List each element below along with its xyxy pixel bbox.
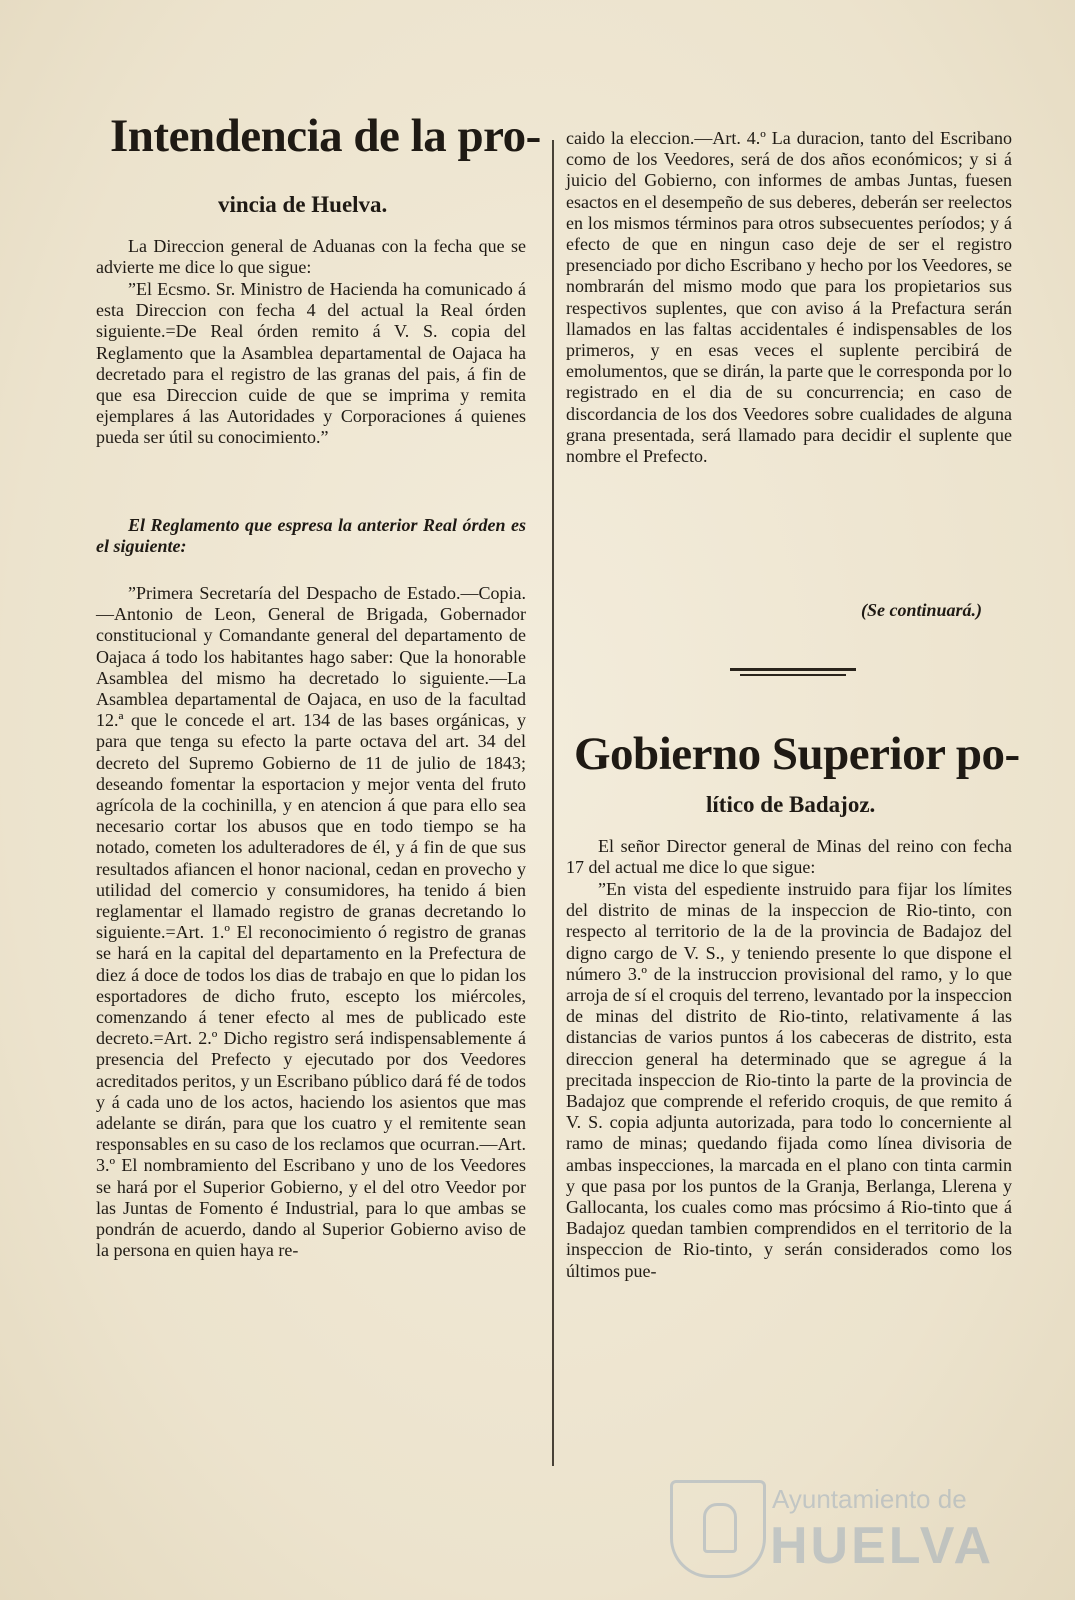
paragraph-reglamento: ”Primera Secretaría del Despacho de Estado.—Copia.—Antonio de Leon, General de Brigada, Gobernador constitucional y Comandante general del departamento de Oajaca á todo los habitantes hago saber: Que la honorable Asamblea del mismo ha decretado lo siguiente.—La Asamblea departamental de Oajaca, en uso de la facultad 12.ª que le concede el art. 134 de las bases orgánicas, y para que tenga su efecto la parte octava del art. 34 del decreto del Supremo Gobierno de 11 de julio de 1843; deseando fomentar la esportacion y mejor venta del fruto agrícola de la cochinilla, y en atencion á que para ello sea necesario cortar los abusos que en todo tiempo se ha notado, cometen los adulteradores de él, y á fin de que sus resultados afiancen el honor nacional, cedan en provecho y utilidad del comercio y consumidores, ha tenido á bien reglamentar el llamado registro de granas decretando lo siguiente.=Art. 1.º El reconocimiento ó registro de granas se hará en la capital del departamento en la Prefectura de diez á doce de todos los dias de trabajo en que lo pidan los esportadores de dicho fruto, escepto los miércoles, comenzando á tener efecto al mes de publicado este decreto.=Art. 2.º Dicho registro será indispensablemente á presencia del Prefecto y ejecutado por dos Veedores acreditados peritos, y un Escribano público dará fé de todos y á cada uno de los actos, haciendo los asientos que mas adelante se dirán, para que los cuatro y el remitente sean responsables en su caso de los reclamos que ocurran.—Art. 3.º El nombramiento del Escribano y uno de los Veedores se hará por el Superior Gobierno, y el del otro Veedor por las Juntas de Fomento é Industrial, para lo que ambas se pondrán de acuerdo, dando al Superior Gobierno aviso de la persona en quien haya re- xyxy=(96,583,526,1261)
watermark-small-text: Ayuntamiento de xyxy=(772,1484,967,1514)
paragraph-reglamento-intro: El Reglamento que espresa la anterior Real órden es el siguiente: xyxy=(96,515,526,557)
coat-of-arms-icon xyxy=(670,1480,766,1578)
paragraph-continuation: caido la eleccion.—Art. 4.º La duracion, tanto del Escribano como de los Veedores, será de dos años económicos; y si á juicio del Gobierno, con informes de ambas Juntas, fuesen esactos en el desempeño de sus deberes, deberán ser reelectos en los mismos términos para otros subsecuentes períodos; y á efecto de que en ningun caso deje de ser el registro presenciado por dicho Escribano y hecho por los Veedores, se nombrarán del mismo modo que para los propietarios sus respectivos suplentes, que con aviso á la Prefactura serán llamados en las faltas accidentales é indispensables de los primeros, y en esas veces el suplente percibirá de emolumentos, que se dirán, la parte que le corresponda por lo registrado en el dia de su concurrencia; en caso de discordancia de los dos Veedores sobre cualidades de alguna grana presentada, será llamado para decidir el suplente que nombre el Prefecto. xyxy=(566,128,1012,467)
section-divider xyxy=(730,668,856,680)
paragraph-director: El señor Director general de Minas del reino con fecha 17 del actual me dice lo que sigue: xyxy=(566,836,1012,878)
watermark-big-text: HUELVA xyxy=(770,1517,995,1575)
huelva-watermark xyxy=(670,1478,1010,1578)
subheading-huelva: vincia de Huelva. xyxy=(218,192,388,217)
paragraph-real-orden: ”El Ecsmo. Sr. Ministro de Hacienda ha comunicado á esta Direccion con fecha 4 del actual la Real órden siguiente.=De Real órden remito á V. S. copia del Reglamento que la Asamblea departamental de Oajaca ha decretado para el registro de las granas del pais, á fin de que esa Direccion cuide de que se imprima y remita ejemplares á las Autoridades y Corporaciones á quienes pueda ser útil su conocimiento.” xyxy=(96,279,526,448)
paragraph-minas: ”En vista del espediente instruido para fijar los límites del distrito de minas de la inspeccion de Rio-tinto, con respecto al territorio de la de la provincia de Badajoz del digno cargo de V. S., y teniendo presente lo que dispone el número 3.º de la instruccion provisional del ramo, y lo que arroja de sí el croquis del terreno, levantado por la inspeccion de minas del distrito de Rio-tinto, relativamente á las distancias de varios puntos á los cabeceras de distrito, esta direccion general ha determinado que se agregue á la precitada inspeccion de Rio-tinto la parte de la provincia de Badajoz que comprende el referido croquis, de que remito á V. S. copia adjunta autorizada, para todo lo concerniente al ramo de minas; quedando fijada como línea divisoria de ambas inspecciones, la marcada en el plano con tinta carmin y que pasa por los puntos de la Granja, Berlanga, Llerena y Gallocanta, los cuales como mas prócsimo á Rio-tinto que á Badajoz quedan tambien comprendidos en el territorio de la inspeccion de Rio-tinto, y serán considerados como los últimos pue- xyxy=(566,879,1012,1281)
heading-gobierno: Gobierno Superior po- xyxy=(574,728,1020,780)
continues-note: (Se continuará.) xyxy=(860,600,982,620)
subheading-badajoz: lítico de Badajoz. xyxy=(706,792,876,817)
column-divider xyxy=(552,140,554,1466)
paragraph-intro: La Direccion general de Aduanas con la fecha que se advierte me dice lo que sigue: xyxy=(96,236,526,278)
heading-intendencia: Intendencia de la pro- xyxy=(110,110,541,162)
